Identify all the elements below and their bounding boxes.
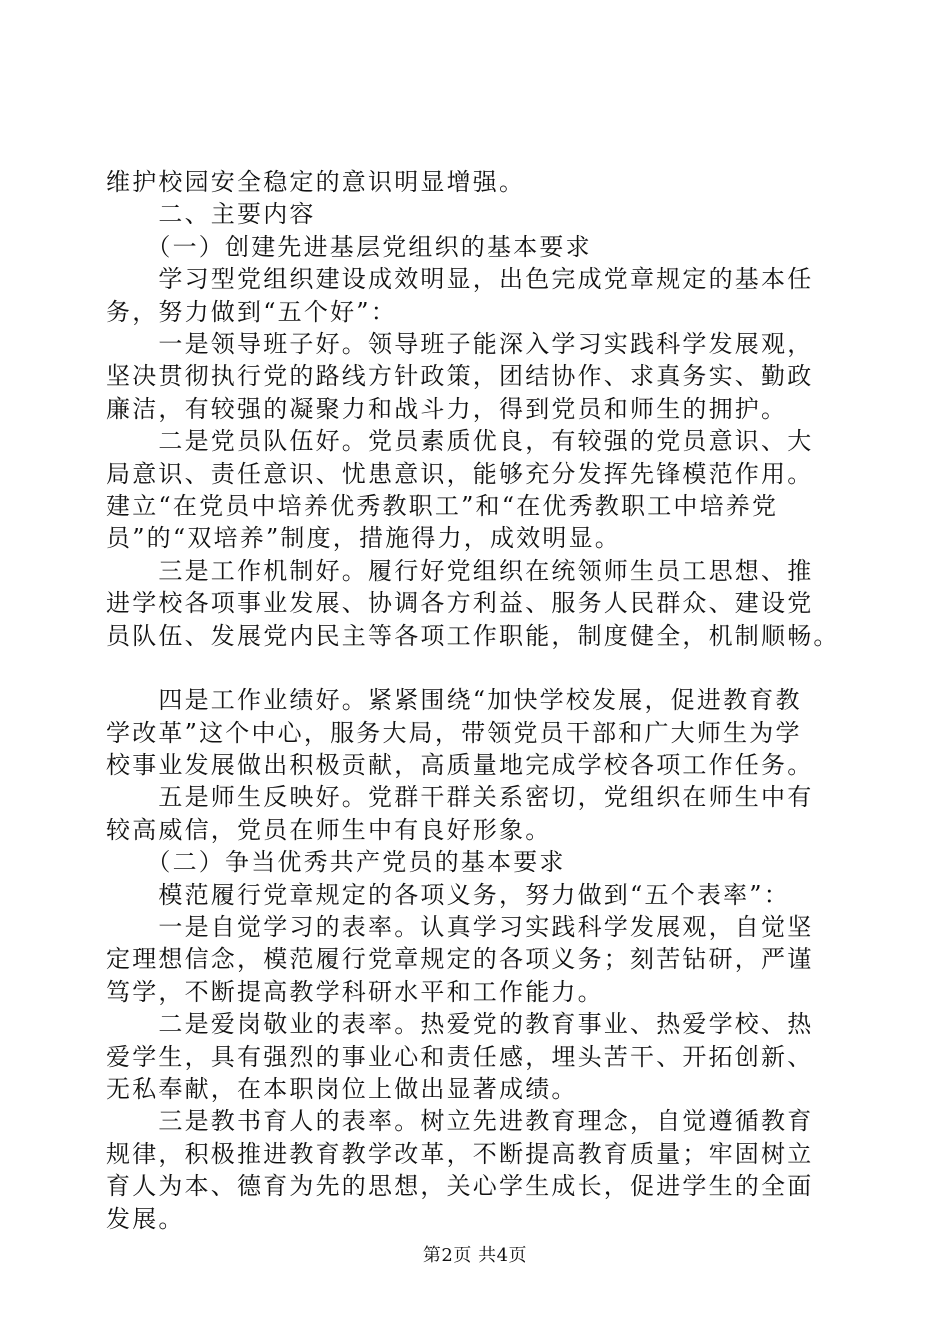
text-line: 二是爱岗敬业的表率。热爱党的教育事业、热爱学校、热 (106, 1010, 814, 1039)
text-line: 二是党员队伍好。党员素质优良，有较强的党员意识、大 (106, 427, 814, 456)
text-line: 育人为本、德育为先的思想，关心学生成长，促进学生的全面 (106, 1172, 814, 1201)
paragraph-gap (106, 652, 856, 684)
text-line: 务，努力做到“五个好”： (106, 297, 397, 326)
text-line: 一是领导班子好。领导班子能深入学习实践科学发展观， (106, 330, 814, 359)
text-line: 坚决贯彻执行党的路线方针政策，团结协作、求真务实、勤政 (106, 362, 814, 391)
text-line: 五是师生反映好。党群干群关系密切，党组织在师生中有 (106, 783, 814, 812)
subsection-heading: （二）争当优秀共产党员的基本要求 (106, 848, 566, 877)
text-line: 员”的“双培养”制度，措施得力，成效明显。 (106, 524, 622, 553)
text-line: 进学校各项事业发展、协调各方利益、服务人民群众、建设党 (106, 589, 814, 618)
text-line: 模范履行党章规定的各项义务，努力做到“五个表率”： (106, 880, 790, 909)
text-line: 一是自觉学习的表率。认真学习实践科学发展观，自觉坚 (106, 912, 814, 941)
text-line: 员队伍、发展党内民主等各项工作职能，制度健全，机制顺畅。 (106, 621, 840, 650)
text-line: 校事业发展做出积极贡献，高质量地完成学校各项工作任务。 (106, 750, 814, 779)
text-line: 规律，积极推进教育教学改革，不断提高教育质量；牢固树立 (106, 1139, 814, 1168)
text-line: 建立“在党员中培养优秀教职工”和“在优秀教职工中培养党 (106, 492, 779, 521)
text-line: 爱学生，具有强烈的事业心和责任感，埋头苦干、开拓创新、 (106, 1042, 814, 1071)
text-line: 维护校园安全稳定的意识明显增强。 (106, 168, 526, 196)
text-line: 局意识、责任意识、忧患意识，能够充分发挥先锋模范作用。 (106, 459, 814, 488)
text-line: 定理想信念，模范履行党章规定的各项义务；刻苦钻研，严谨 (106, 945, 814, 974)
text-line: 较高威信，党员在师生中有良好形象。 (106, 815, 552, 844)
text-line: 无私奉献，在本职岗位上做出显著成绩。 (106, 1074, 578, 1103)
text-line: 发展。 (106, 1204, 185, 1233)
text-line: 学习型党组织建设成效明显，出色完成党章规定的基本任 (106, 265, 814, 294)
document-body (106, 166, 856, 1235)
text-line: 三是教书育人的表率。树立先进教育理念，自觉遵循教育 (106, 1107, 814, 1136)
text-line: 四是工作业绩好。紧紧围绕“加快学校发展，促进教育教 (106, 686, 802, 715)
page-number-footer: 第2页 共4页 (422, 1245, 528, 1266)
text-line: 笃学，不断提高教学科研水平和工作能力。 (106, 977, 604, 1006)
section-heading: 二、主要内容 (106, 200, 316, 229)
text-line: 学改革”这个中心，服务大局，带领党员干部和广大师生为学 (106, 718, 802, 747)
subsection-heading: （一）创建先进基层党组织的基本要求 (106, 232, 592, 261)
text-line: 廉洁，有较强的凝聚力和战斗力，得到党员和师生的拥护。 (106, 394, 788, 423)
text-line: 三是工作机制好。履行好党组织在统领师生员工思想、推 (106, 556, 814, 585)
